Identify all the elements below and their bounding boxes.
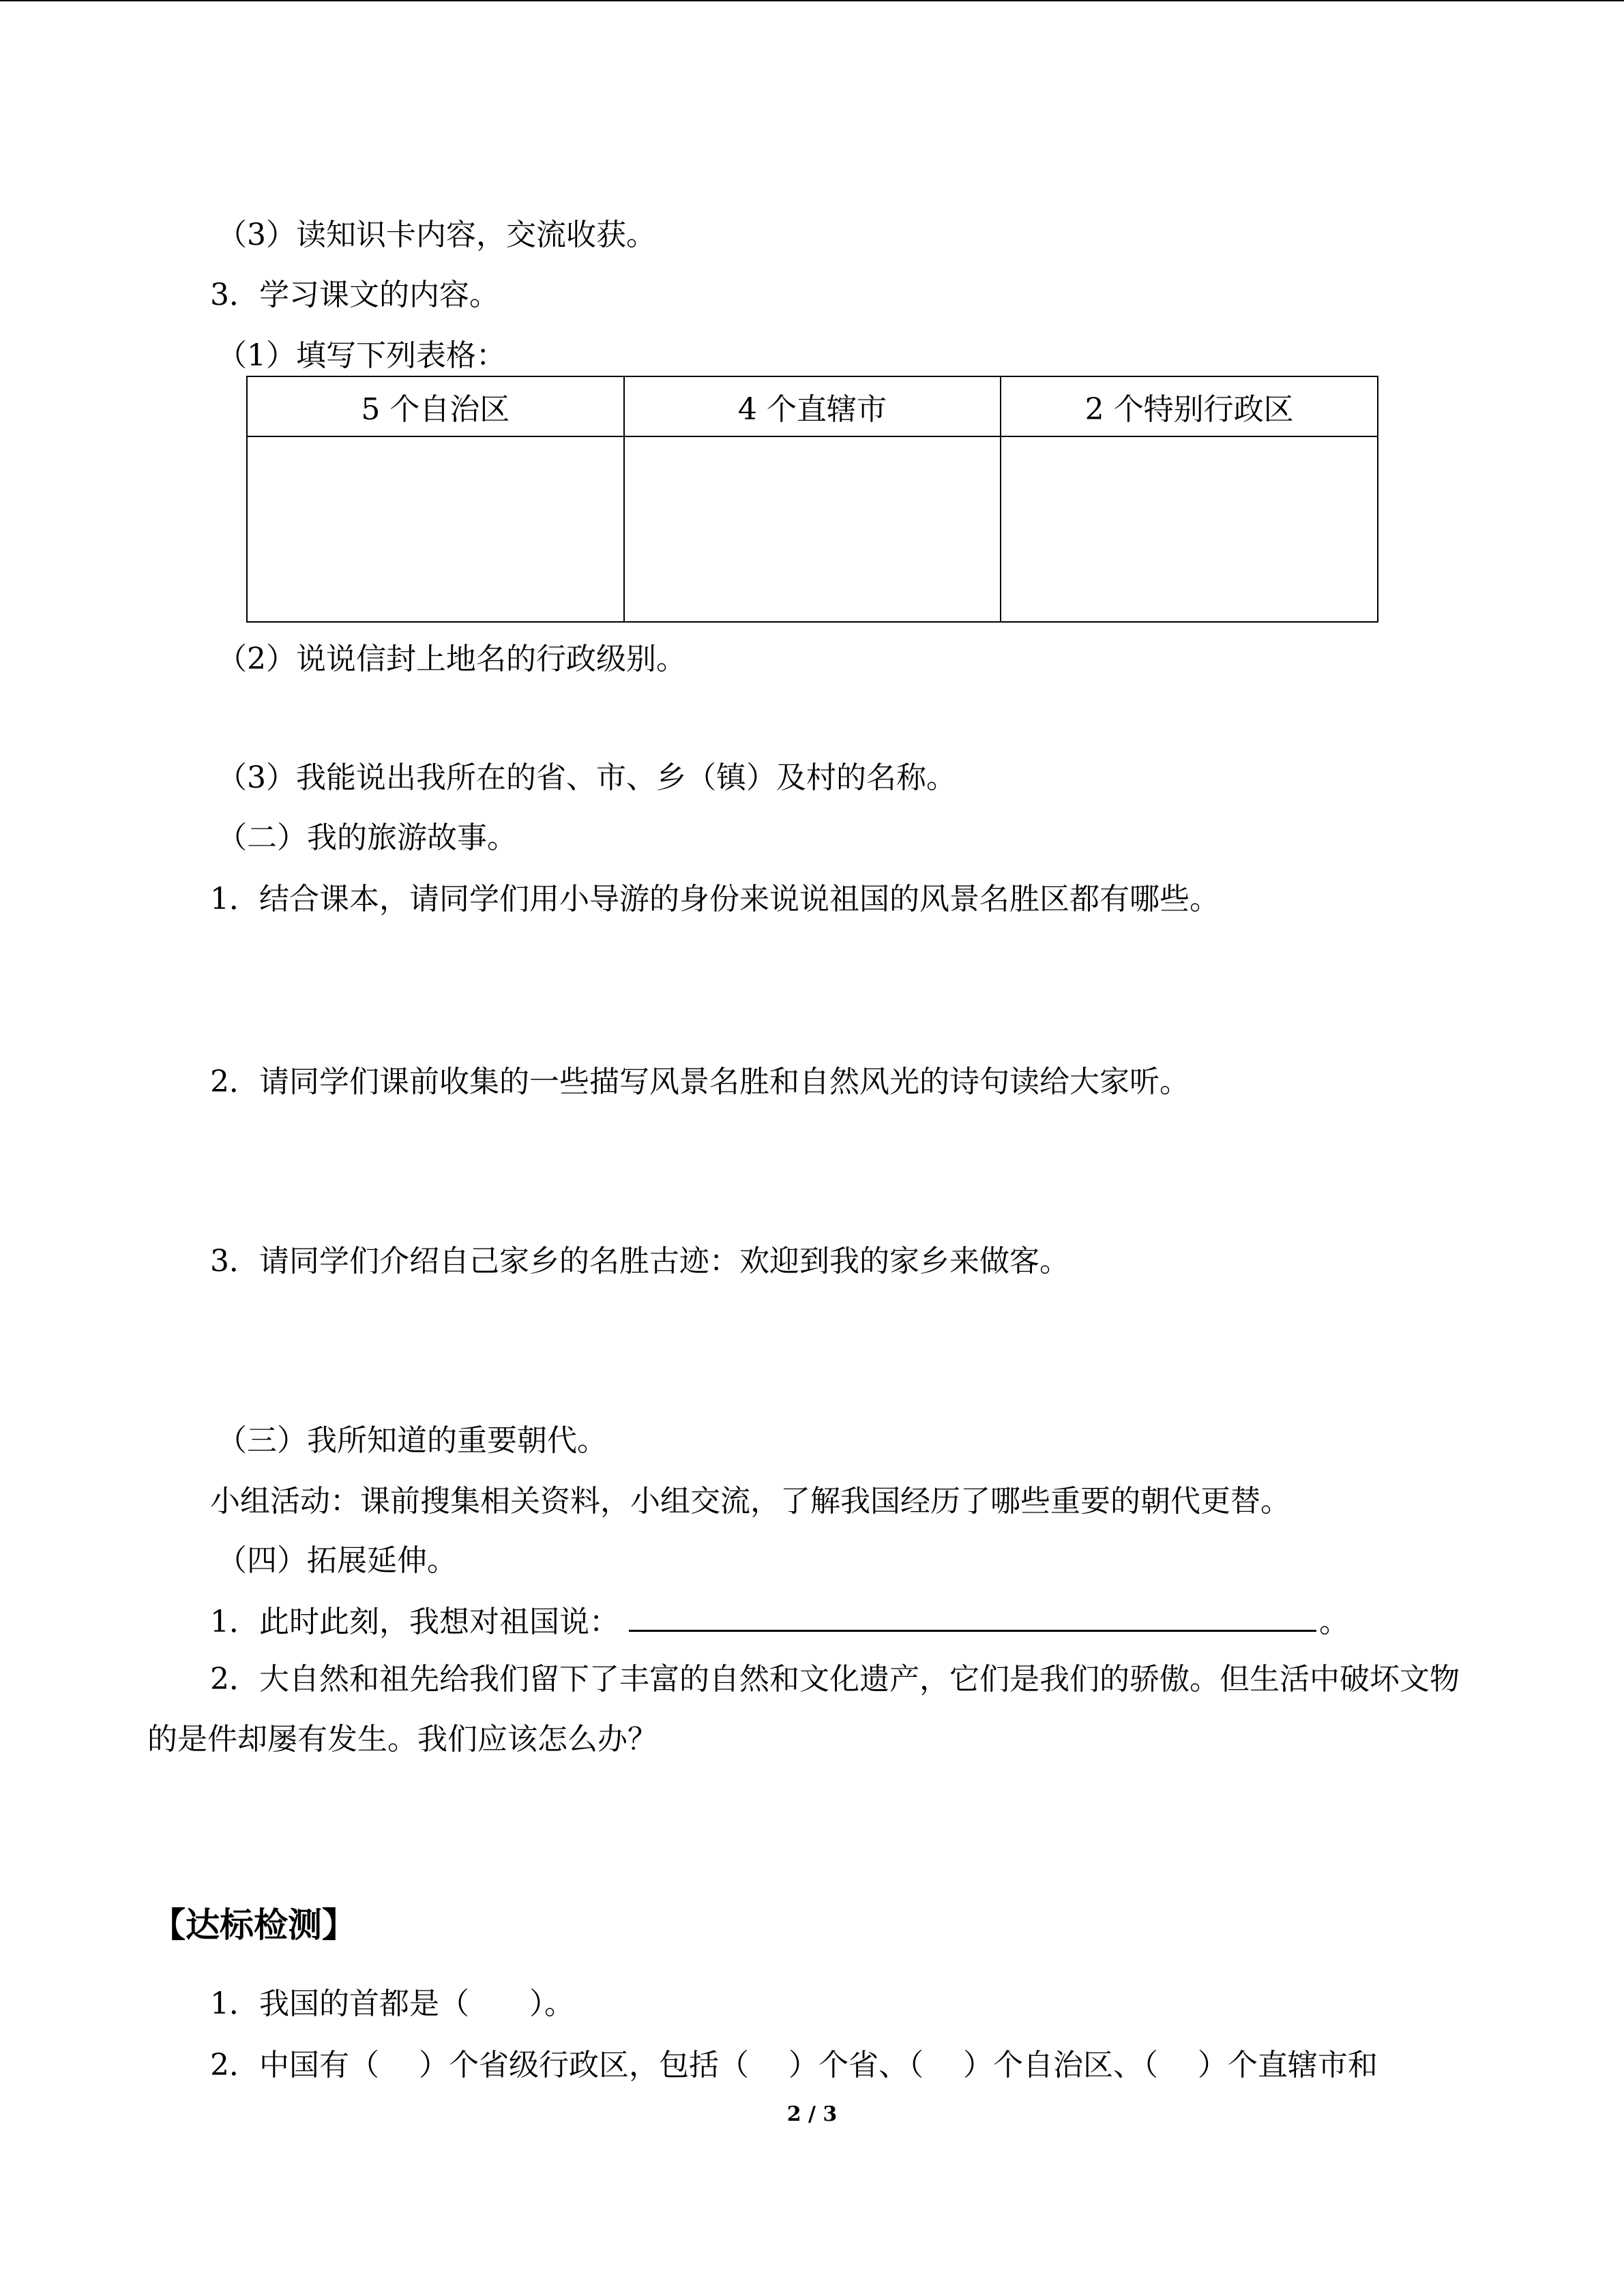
text-line-13-prefix: 1．此时此刻，我想对祖国说： [210,1605,619,1639]
table-blank-cell[interactable] [1001,436,1378,622]
text-line-11: 小组活动：课前搜集相关资料，小组交流，了解我国经历了哪些重要的朝代更替。 [210,1484,1290,1519]
text-line-10: （三）我所知道的重要朝代。 [217,1423,607,1458]
text-line-13-suffix: 。 [1319,1605,1349,1639]
text-line-1: （3）读知识卡内容，交流收获。 [217,218,656,252]
table-header-cell: 4 个直辖市 [624,376,1001,436]
text-line-4: （2）说说信封上地名的行政级别。 [217,642,686,676]
text-line-12: （四）拓展延伸。 [217,1543,457,1578]
text-line-3: （1）填写下列表格： [217,338,506,373]
page-number: 2 / 3 [786,2102,838,2126]
table-header-cell: 5 个自治区 [247,376,624,436]
text-paragraph-14: 2．大自然和祖先给我们留下了丰富的自然和文化遗产，它们是我们的骄傲。但生活中破坏文物的是件却屡有发生。我们应该怎么办？ [147,1662,1460,1757]
text-line-7: 1．结合课本，请同学们用小导游的身份来说说祖国的风景名胜区都有哪些。 [210,882,1220,916]
page-top-border [0,0,1624,1]
text-line-5: （3）我能说出我所在的省、市、乡（镇）及村的名称。 [217,760,956,795]
table-header-row [247,376,1378,436]
text-line-9: 3．请同学们介绍自己家乡的名胜古迹：欢迎到我的家乡来做客。 [210,1244,1069,1279]
text-line-13 [210,1602,1349,1641]
answer-blank[interactable] [629,1602,1316,1632]
table-row [247,436,1378,622]
text-line-8: 2．请同学们课前收集的一些描写风景名胜和自然风光的诗句读给大家听。 [210,1064,1190,1099]
text-line-6: （二）我的旅游故事。 [217,820,517,855]
section-heading: 【达标检测】 [151,1905,356,1945]
table-blank-cell[interactable] [624,436,1001,622]
table-header-cell: 2 个特别行政区 [1001,376,1378,436]
fill-in-table [246,376,1378,623]
text-line-2: 3．学习课文的内容。 [210,278,499,312]
question-2: 2．中国有（ ）个省级行政区，包括（ ）个省、（ ）个自治区、（ ）个直辖市和 [210,2048,1378,2083]
question-1: 1．我国的首都是（ ）。 [210,1986,574,2021]
table-blank-cell[interactable] [247,436,624,622]
